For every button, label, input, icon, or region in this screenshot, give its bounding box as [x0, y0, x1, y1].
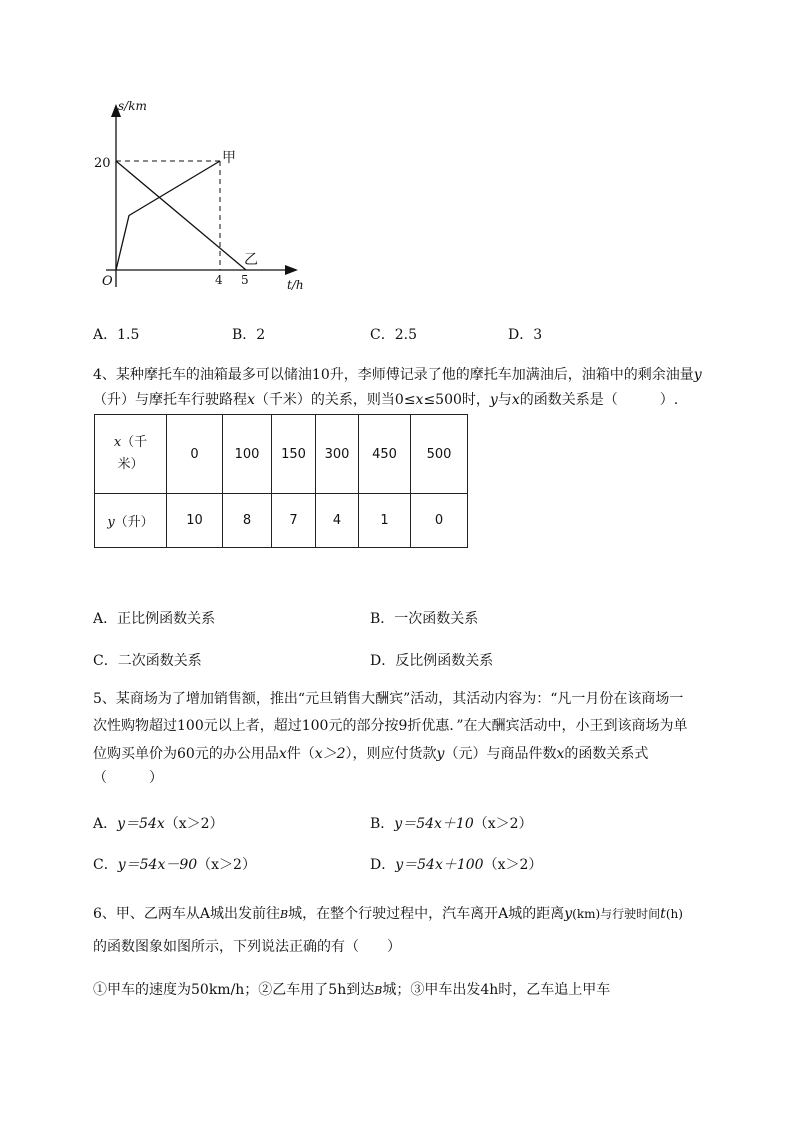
x-tick-label-4: 4	[215, 273, 223, 287]
table-cell: 450	[359, 415, 411, 494]
q4-choice-c[interactable]: C．二次函数关系	[93, 653, 202, 669]
q3-choice-a[interactable]: A．1.5	[93, 327, 140, 343]
q4-choice-d[interactable]: D．反比例函数关系	[370, 653, 494, 669]
series-line-yi	[116, 161, 246, 270]
table-cell: 10	[167, 494, 223, 548]
table-header-x: x（千 米）	[95, 415, 167, 494]
origin-label: O	[102, 274, 113, 289]
table-cell: 100	[223, 415, 272, 494]
q6-question-line-1: 6、甲、乙两车从A城出发前往B城，在整个行驶过程中，汽车离开A城的距离y(km)与行驶时间t(h)	[93, 906, 683, 922]
q5-choice-c[interactable]: C．y＝54x－90（x＞2）	[93, 857, 256, 873]
q4-choice-a[interactable]: A．正比例函数关系	[93, 611, 216, 627]
y-tick-label: 20	[94, 156, 111, 171]
q4-choice-b[interactable]: B．一次函数关系	[370, 611, 479, 627]
q5-choice-a[interactable]: A．y＝54x（x＞2）	[93, 816, 224, 832]
q3-choice-c[interactable]: C．2.5	[370, 327, 417, 343]
table-cell: 0	[411, 494, 468, 548]
line-label-jia: 甲	[222, 150, 236, 166]
q6-statements: ①甲车的速度为50km/h；②乙车用了5h到达B城；③甲车出发4h时，乙车追上甲车	[93, 982, 611, 998]
q4-question-line-2: （升）与摩托车行驶路程x（千米）的关系，则当0≤x≤500时，y与x的函数关系是（ ）.	[93, 392, 679, 408]
x-axis-label: t/h	[287, 278, 304, 292]
q5-question-line-1: 5、某商场为了增加销售额，推出“元旦销售大酬宾”活动，其活动内容为：“凡一月份在该商场一	[93, 691, 684, 707]
q5-choice-d[interactable]: D．y＝54x＋100（x＞2）	[370, 857, 543, 873]
q4-question-line-1: 4、某种摩托车的油箱最多可以储油10升，李师傅记录了他的摩托车加满油后，油箱中的剩余油量y	[93, 367, 702, 383]
table-cell: 4	[316, 494, 359, 548]
x-axis-arrow	[285, 265, 298, 275]
q5-choice-b[interactable]: B．y＝54x＋10（x＞2）	[370, 816, 533, 832]
q5-question-line-3: 位购买单价为60元的办公用品x件（x＞2），则应付货款y（元）与商品件数x的函数关系式	[93, 746, 649, 762]
y-axis-label: s/km	[118, 99, 147, 113]
table-cell: 0	[167, 415, 223, 494]
table-cell: 150	[272, 415, 316, 494]
q6-question-line-2: 的函数图象如图所示，下列说法正确的有（ ）	[93, 939, 401, 955]
table-cell: 1	[359, 494, 411, 548]
table-cell: 500	[411, 415, 468, 494]
table-cell: 300	[316, 415, 359, 494]
distance-time-graph	[88, 92, 308, 297]
table-row-y	[95, 494, 468, 548]
table-cell: 7	[272, 494, 316, 548]
line-label-yi: 乙	[244, 252, 258, 268]
q5-question-line-2: 次性购物超过100元以上者，超过100元的部分按9折优惠．”在大酬宾活动中，小王到该商场为单	[93, 718, 688, 734]
q3-choice-d[interactable]: D．3	[508, 327, 543, 343]
q5-answer-blank: （ ）	[93, 770, 163, 786]
x-tick-label-5: 5	[241, 273, 249, 287]
series-line-jia	[116, 161, 220, 270]
q4-data-table	[94, 414, 468, 548]
table-row-x	[95, 415, 468, 494]
table-header-y: y（升）	[95, 494, 167, 548]
q3-choice-b[interactable]: B．2	[232, 327, 266, 343]
table-cell: 8	[223, 494, 272, 548]
